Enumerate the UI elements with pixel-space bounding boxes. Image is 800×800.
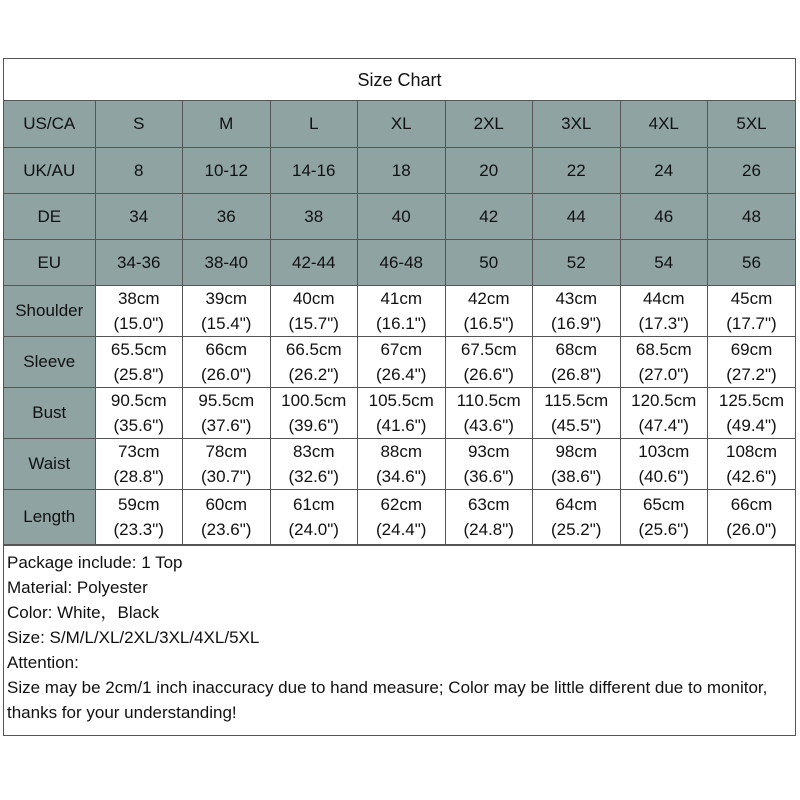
inch-value: (16.5") (463, 313, 514, 333)
size-row (4, 239, 795, 285)
size-cell: 38-40 (183, 239, 271, 285)
size-cell: 52 (533, 239, 621, 285)
measure-cell (183, 285, 271, 336)
cm-value: 110.5cm (456, 390, 521, 410)
inch-value: (26.0") (726, 519, 777, 539)
cm-value: 64cm (555, 494, 598, 514)
cm-value: 59cm (117, 494, 160, 514)
measure-cell (445, 336, 533, 387)
inch-value: (26.0") (201, 364, 252, 384)
measure-cell (358, 285, 446, 336)
size-cell: 50 (445, 239, 533, 285)
note-package: Package include: 1 Top (7, 552, 183, 572)
measure-cell (270, 387, 358, 438)
cm-value: 39cm (205, 288, 248, 308)
cm-value: 65.5cm (110, 339, 167, 359)
size-cell: L (270, 101, 358, 147)
cm-value: 41cm (380, 288, 423, 308)
cm-value: 95.5cm (198, 390, 255, 410)
cm-value: 45cm (730, 288, 773, 308)
measure-cell (183, 336, 271, 387)
size-cell: 26 (708, 147, 796, 193)
cm-value: 100.5cm (281, 390, 347, 410)
measure-cell (708, 387, 796, 438)
size-cell: XL (358, 101, 446, 147)
measure-cell (270, 336, 358, 387)
size-row (4, 101, 795, 147)
cm-value: 90.5cm (110, 390, 167, 410)
product-notes (4, 545, 795, 725)
inch-value: (15.4") (201, 313, 252, 333)
inch-value: (27.2") (726, 364, 777, 384)
measure-row (4, 438, 795, 489)
inch-value: (40.6") (638, 466, 689, 486)
row-label: DE (4, 193, 95, 239)
size-cell: 5XL (708, 101, 796, 147)
measure-cell (95, 336, 183, 387)
size-cell: 38 (270, 193, 358, 239)
note-material: Material: Polyester (7, 577, 148, 597)
cm-value: 103cm (638, 441, 690, 461)
measure-cell (620, 387, 708, 438)
measure-cell (620, 336, 708, 387)
inch-value: (45.5") (551, 415, 602, 435)
size-row (4, 147, 795, 193)
inch-value: (25.8") (113, 364, 164, 384)
size-cell: 48 (708, 193, 796, 239)
note-color: Color: White，Black (7, 602, 160, 622)
inch-value: (39.6") (288, 415, 339, 435)
measure-cell (533, 489, 621, 544)
measure-cell (358, 387, 446, 438)
size-cell: 46-48 (358, 239, 446, 285)
cm-value: 73cm (117, 441, 160, 461)
inch-value: (26.6") (463, 364, 514, 384)
inch-value: (34.6") (376, 466, 427, 486)
inch-value: (24.4") (376, 519, 427, 539)
cm-value: 68.5cm (635, 339, 692, 359)
inch-value: (15.0") (113, 313, 164, 333)
size-cell: 18 (358, 147, 446, 193)
row-label: US/CA (4, 101, 95, 147)
measure-cell (183, 489, 271, 544)
inch-value: (49.4") (726, 415, 777, 435)
cm-value: 69cm (730, 339, 773, 359)
inch-value: (37.6") (201, 415, 252, 435)
cm-value: 98cm (555, 441, 598, 461)
measure-cell (95, 285, 183, 336)
cm-value: 68cm (555, 339, 598, 359)
size-cell: 34-36 (95, 239, 183, 285)
size-cell: 2XL (445, 101, 533, 147)
chart-title: Size Chart (4, 59, 795, 101)
cm-value: 115.5cm (544, 390, 609, 410)
cm-value: 40cm (292, 288, 335, 308)
inch-value: (23.6") (201, 519, 252, 539)
size-cell: 20 (445, 147, 533, 193)
measure-row (4, 489, 795, 544)
cm-value: 83cm (292, 441, 335, 461)
measure-cell (445, 285, 533, 336)
measure-cell (270, 285, 358, 336)
cm-value: 44cm (642, 288, 685, 308)
size-cell: 44 (533, 193, 621, 239)
size-cell: 4XL (620, 101, 708, 147)
row-label: Bust (4, 387, 95, 438)
measure-cell (620, 285, 708, 336)
size-cell: S (95, 101, 183, 147)
measure-cell (95, 387, 183, 438)
measure-cell (708, 489, 796, 544)
cm-value: 78cm (205, 441, 248, 461)
size-cell: 24 (620, 147, 708, 193)
inch-value: (42.6") (726, 466, 777, 486)
cm-value: 105.5cm (368, 390, 434, 410)
size-cell: 8 (95, 147, 183, 193)
row-label: Sleeve (4, 336, 95, 387)
measure-cell (533, 285, 621, 336)
size-cell: 54 (620, 239, 708, 285)
inch-value: (17.7") (726, 313, 777, 333)
cm-value: 43cm (555, 288, 598, 308)
cm-value: 66cm (205, 339, 248, 359)
measure-cell (183, 387, 271, 438)
row-label: EU (4, 239, 95, 285)
measure-cell (533, 438, 621, 489)
inch-value: (36.6") (463, 466, 514, 486)
cm-value: 66.5cm (285, 339, 342, 359)
inch-value: (38.6") (551, 466, 602, 486)
inch-value: (47.4") (638, 415, 689, 435)
inch-value: (16.9") (551, 313, 602, 333)
cm-value: 60cm (205, 494, 248, 514)
measure-cell (270, 489, 358, 544)
measure-cell (533, 387, 621, 438)
cm-value: 125.5cm (718, 390, 785, 410)
measure-cell (445, 489, 533, 544)
size-table-body (4, 101, 795, 544)
cm-value: 120.5cm (631, 390, 697, 410)
row-label: Length (4, 489, 95, 544)
cm-value: 88cm (380, 441, 423, 461)
measure-cell (708, 438, 796, 489)
measure-cell (620, 438, 708, 489)
size-cell: 3XL (533, 101, 621, 147)
note-disclaimer: Size may be 2cm/1 inch inaccuracy due to hand measure; Color may be little different due to monitor, thanks for your understanding! (7, 677, 768, 722)
inch-value: (30.7") (201, 466, 252, 486)
measure-cell (708, 336, 796, 387)
size-row (4, 193, 795, 239)
inch-value: (23.3") (113, 519, 164, 539)
measure-row (4, 285, 795, 336)
measure-row (4, 336, 795, 387)
measure-cell (708, 285, 796, 336)
inch-value: (41.6") (376, 415, 427, 435)
size-cell: 36 (183, 193, 271, 239)
inch-value: (24.0") (288, 519, 339, 539)
inch-value: (25.6") (638, 519, 689, 539)
measure-cell (445, 438, 533, 489)
note-size: Size: S/M/L/XL/2XL/3XL/4XL/5XL (7, 627, 260, 647)
size-cell: 46 (620, 193, 708, 239)
cm-value: 67.5cm (460, 339, 517, 359)
size-chart (3, 58, 796, 736)
size-cell: 14-16 (270, 147, 358, 193)
cm-value: 61cm (292, 494, 335, 514)
size-cell: 10-12 (183, 147, 271, 193)
cm-value: 93cm (467, 441, 510, 461)
measure-cell (620, 489, 708, 544)
size-cell: 22 (533, 147, 621, 193)
cm-value: 63cm (467, 494, 510, 514)
measure-cell (95, 489, 183, 544)
inch-value: (17.3") (638, 313, 689, 333)
inch-value: (26.4") (376, 364, 427, 384)
inch-value: (16.1") (376, 313, 427, 333)
measure-cell (533, 336, 621, 387)
measure-row (4, 387, 795, 438)
measure-cell (358, 489, 446, 544)
inch-value: (27.0") (638, 364, 689, 384)
cm-value: 108cm (725, 441, 778, 461)
measure-cell (445, 387, 533, 438)
cm-value: 42cm (467, 288, 510, 308)
inch-value: (26.2") (288, 364, 339, 384)
inch-value: (25.2") (551, 519, 602, 539)
size-cell: 42-44 (270, 239, 358, 285)
inch-value: (28.8") (113, 466, 164, 486)
inch-value: (24.8") (463, 519, 514, 539)
size-cell: 40 (358, 193, 446, 239)
size-cell: 42 (445, 193, 533, 239)
inch-value: (43.6") (463, 415, 514, 435)
cm-value: 38cm (117, 288, 160, 308)
size-cell: M (183, 101, 271, 147)
size-table (4, 101, 795, 545)
inch-value: (26.8") (551, 364, 602, 384)
measure-cell (183, 438, 271, 489)
inch-value: (32.6") (288, 466, 339, 486)
inch-value: (35.6") (113, 415, 164, 435)
row-label: Waist (4, 438, 95, 489)
row-label: Shoulder (4, 285, 95, 336)
measure-cell (358, 336, 446, 387)
measure-cell (358, 438, 446, 489)
measure-cell (270, 438, 358, 489)
cm-value: 66cm (730, 494, 773, 514)
row-label: UK/AU (4, 147, 95, 193)
cm-value: 67cm (380, 339, 423, 359)
size-cell: 56 (708, 239, 796, 285)
note-attention: Attention: (7, 652, 79, 672)
inch-value: (15.7") (288, 313, 339, 333)
size-cell: 34 (95, 193, 183, 239)
cm-value: 65cm (642, 494, 685, 514)
cm-value: 62cm (380, 494, 423, 514)
measure-cell (95, 438, 183, 489)
